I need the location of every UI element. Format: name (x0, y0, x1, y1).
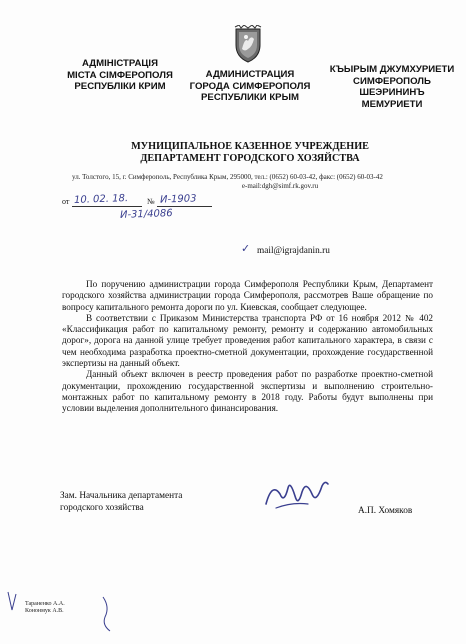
header-right-line-4: МЕМУРИЕТИ (361, 98, 423, 110)
reference-underline-number (157, 206, 212, 207)
handwritten-signature (262, 474, 332, 514)
signatory-position-line-2: городского хозяйства (60, 502, 144, 513)
reference-number-label: № (147, 197, 155, 206)
header-left-line-3: РЕСПУБЛІКИ КРИМ (74, 81, 166, 92)
margin-mark-2 (100, 595, 114, 633)
coat-of-arms-icon (233, 25, 263, 63)
header-left-line-2: МІСТА СІМФЕРОПОЛЯ (67, 69, 173, 81)
organization-line-1: МУНИЦИПАЛЬНОЕ КАЗЕННОЕ УЧРЕЖДЕНИЕ (131, 141, 369, 152)
organization-line-2: ДЕПАРТАМЕНТ ГОРОДСКОГО ХОЗЯЙСТВА (140, 153, 360, 164)
header-center-line-3: РЕСПУБЛИКИ КРЫМ (201, 92, 299, 103)
letter-body (62, 279, 433, 415)
reference-date: 10. 02. 18. (73, 193, 129, 206)
executor-2: Кононмук А.В. (25, 608, 64, 615)
header-left (50, 58, 190, 93)
header-right (322, 64, 462, 110)
header-right-line-1: КЪЫРЫМ ДЖУМХУРИЕТИ (329, 64, 455, 75)
executors (25, 601, 65, 616)
body-paragraph-1: По поручению администрации города Симферополя Республики Крым, Департамент городского хозяйства администрации города Симферополя, рассмотрев Ваше обращение по вопросу капитального ремонта дороги по ул. Киевская, сообщает следующее. (62, 279, 433, 312)
executor-1: Тараненко А.А. (25, 601, 65, 607)
header-center-line-2: ГОРОДА СИМФЕРОПОЛЯ (189, 80, 311, 92)
signatory-name: А.П. Хомяков (358, 506, 413, 516)
header-center-line-1: АДМИНИСТРАЦИЯ (205, 69, 295, 80)
margin-mark (6, 590, 18, 612)
check-mark-icon: ✓ (240, 241, 251, 256)
header-right-line-3: ШЕЭРИНИНЪ (359, 87, 425, 98)
address-line-2: e-mail:dgh@simf.rk.gov.ru (241, 182, 319, 190)
header-right-line-2: СИМФЕРОПОЛЬ (353, 75, 431, 87)
body-paragraph-2: В соответствии с Приказом Министерства транспорта РФ от 16 ноября 2012 № 402 «Классификация работ по капитальному ремонту, ремонту и содержанию автомобильных дорог», дорога на данной улице требует проведения работ капитального характера, в связи с чем необходима разработка проектно-сметной документации, прохождение государственной экспертизы на данный объект. (62, 312, 433, 369)
reference-underline-date (72, 206, 142, 207)
body-paragraph-3: Данный объект включен в реестр проведения работ по разработке проектно-сметной документации, прохождению государственной экспертизы и выполнению строительно-монтажных работ по капитальному ремонту в 2018 году. Работы будут выполнены при условии выделения дополнительного финансирования. (62, 369, 433, 414)
header-center (175, 69, 325, 104)
recipient-email: mail@igrajdanin.ru (257, 246, 330, 256)
header-left-line-1: АДМІНІСТРАЦІЯ (82, 58, 158, 69)
reference-second-number: И-31/4086 (119, 208, 173, 221)
reference-number: И-1903 (159, 193, 197, 206)
reference-from-label: от (62, 197, 70, 206)
signatory-position (60, 491, 230, 514)
address-line-1: ул. Толстого, 15, г. Симферополь, Республика Крым, 295000, тел.: (0652) 60-03-42, факс: (0652) 60-03-42 (72, 173, 383, 181)
signatory-position-line-1: Зам. Начальника департамента (60, 491, 183, 501)
organization-title (130, 141, 370, 165)
reference-line (62, 195, 212, 209)
